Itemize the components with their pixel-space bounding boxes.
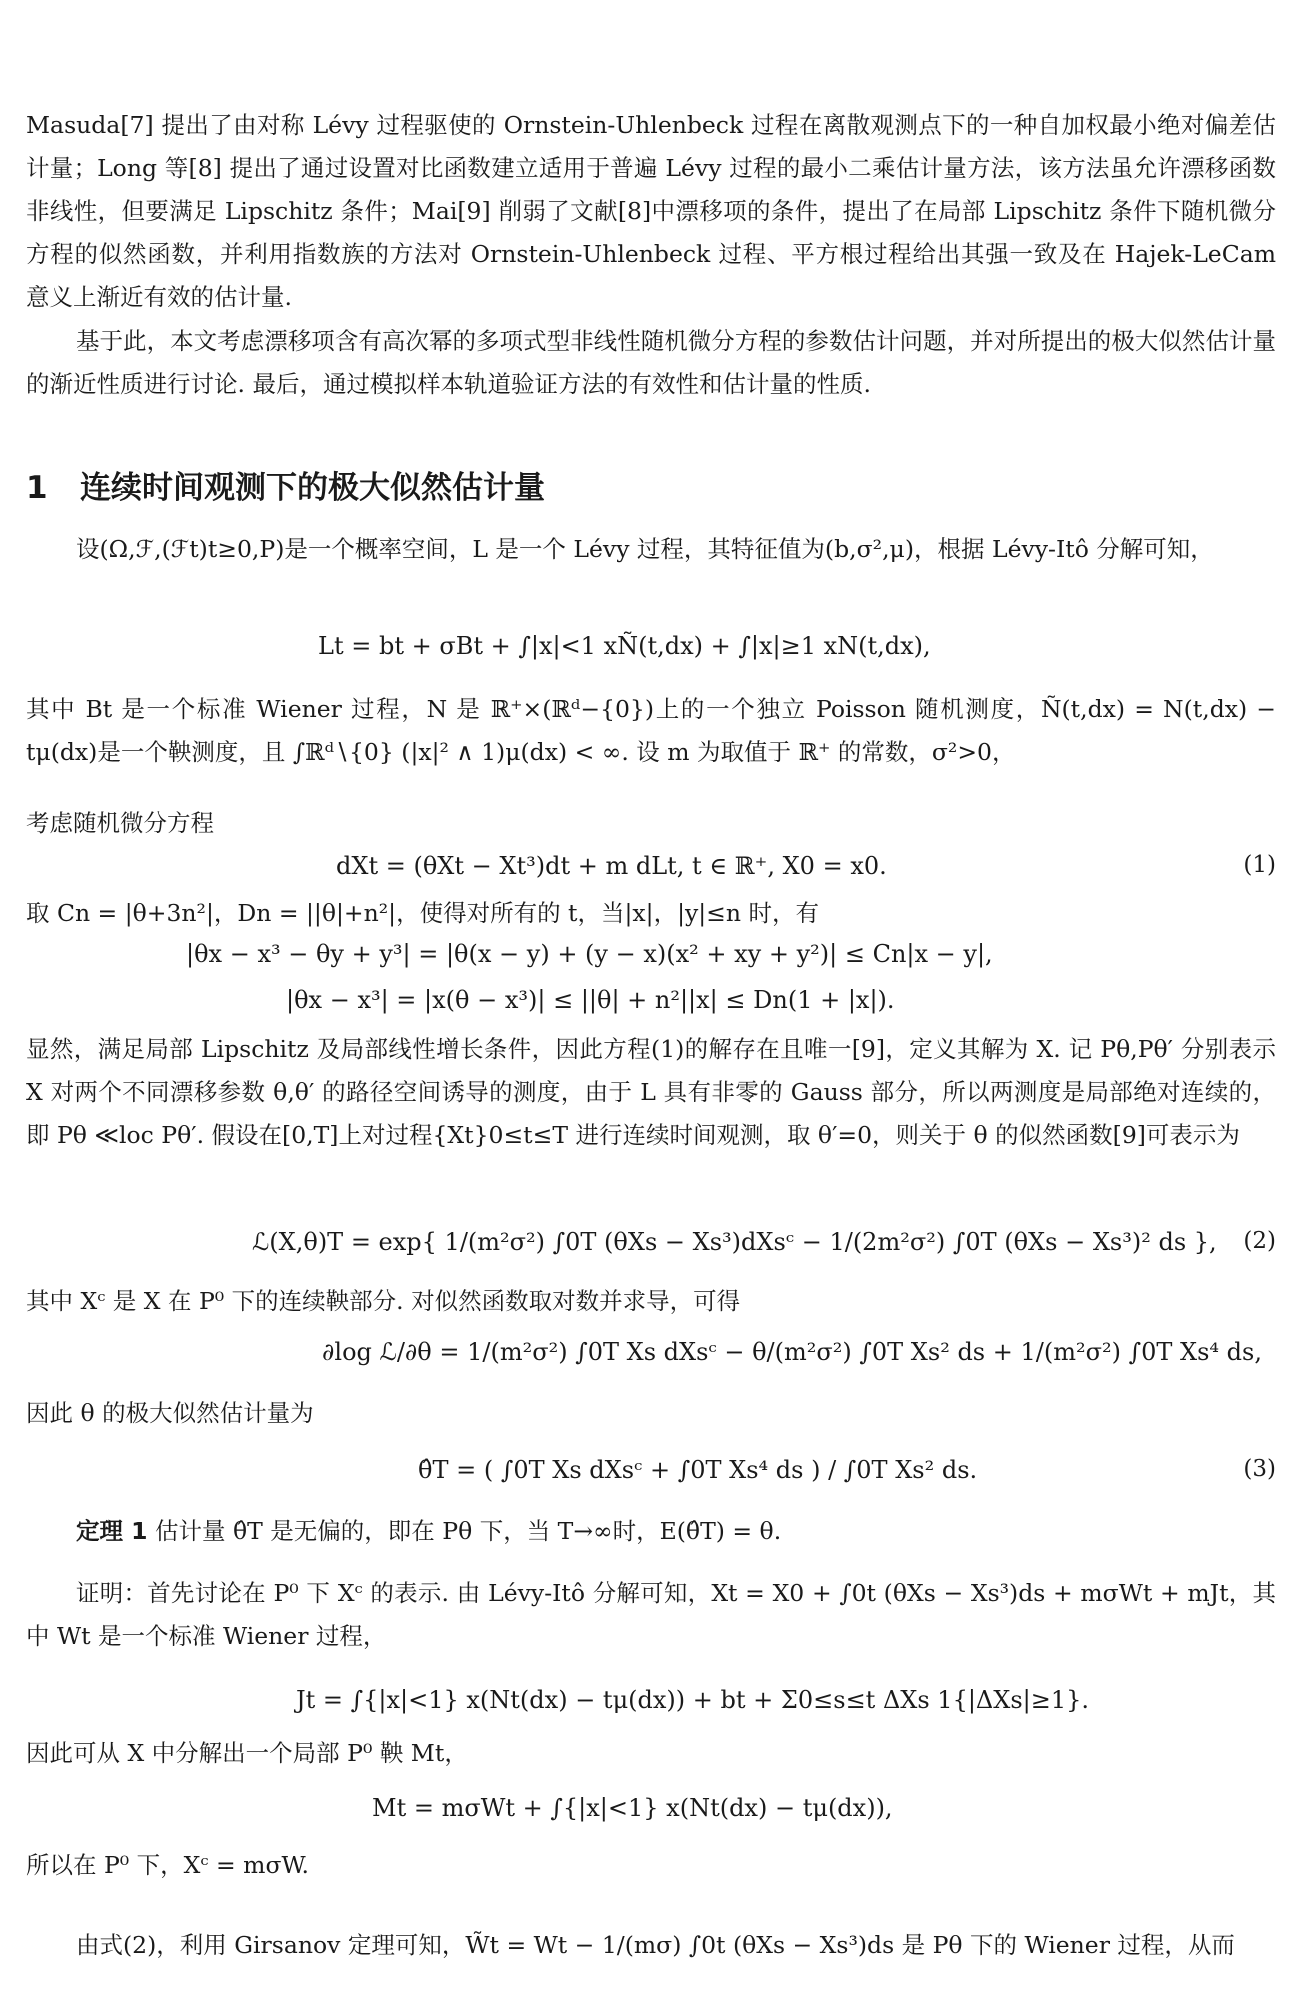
proof-paragraph-1: 证明：首先讨论在 P⁰ 下 Xᶜ 的表示. 由 Lévy-Itô 分解可知，Xt = X0 + ∫0t (θXs − Xs³)ds + mσWt + mJt，其中 Wt 是一个标准 Wiener 过程， xyxy=(26,1579,1276,1650)
section-number: 1 xyxy=(26,470,48,506)
equation-levy-ito: Lt = bt + σBt + ∫|x|<1 xÑ(t,dx) + ∫|x|≥1 xN(t,dx), xyxy=(318,632,931,660)
equation-J: Jt = ∫{|x|<1} x(Nt(dx) − tμ(dx)) + bt + Σ0≤s≤t ΔXs 1{|ΔXs|≥1}. xyxy=(296,1686,1090,1714)
inequality-growth: |θx − x³| = |x(θ − x³)| ≤ ||θ| + n²||x| ≤ Dn(1 + |x|). xyxy=(286,986,895,1014)
body-paragraph-continuous-martingale: 所以在 P⁰ 下，Xᶜ = mσW. xyxy=(26,1851,310,1879)
equation-3-number: (3) xyxy=(1243,1456,1276,1482)
equation-1-number: (1) xyxy=(1243,852,1276,878)
body-paragraph-sde-intro: 考虑随机微分方程 xyxy=(26,809,214,837)
theorem-1-label: 定理 1 xyxy=(76,1517,148,1545)
body-paragraph-continuous-part: 其中 Xᶜ 是 X 在 P⁰ 下的连续鞅部分. 对似然函数取对数并求导，可得 xyxy=(26,1287,741,1315)
section-heading xyxy=(26,462,545,507)
body-paragraph-martingale: 因此可从 X 中分解出一个局部 P⁰ 鞅 Mt， xyxy=(26,1739,468,1767)
equation-1: dXt = (θXt − Xt³)dt + m dLt, t ∈ ℝ⁺, X0 = x0. xyxy=(336,852,887,880)
theorem-1 xyxy=(26,1510,1276,1553)
body-paragraph-existence: 显然，满足局部 Lipschitz 及局部线性增长条件，因此方程(1)的解存在且唯一[9]，定义其解为 X. 记 Pθ,Pθ′ 分别表示 X 对两个不同漂移参数 θ,θ′ 的路径空间诱导的测度，由于 L 具有非零的 Gauss 部分，所以两测度是局部绝对连续的，即 Pθ ≪loc Pθ′. 假设在[0,T]上对过程{Xt}0≤t≤T 进行连续时间观测，取 θ′=0，则关于 θ 的似然函数[9]可表示为 xyxy=(26,1035,1276,1149)
theorem-1-text: 估计量 θ̂T 是无偏的，即在 Pθ 下，当 T→∞时，E(θ̂T) = θ. xyxy=(155,1517,782,1545)
intro-paragraph-2: 基于此，本文考虑漂移项含有高次幂的多项式型非线性随机微分方程的参数估计问题，并对所提出的极大似然估计量的渐近性质进行讨论. 最后，通过模拟样本轨道验证方法的有效性和估计量的性质. xyxy=(26,327,1276,398)
intro-paragraph-1: Masuda[7] 提出了由对称 Lévy 过程驱使的 Ornstein-Uhlenbeck 过程在离散观测点下的一种自加权最小绝对偏差估计量；Long 等[8] 提出了通过设置对比函数建立适用于普遍 Lévy 过程的最小二乘估计量方法，该方法虽允许漂移函数非线性，但要满足 Lipschitz 条件；Mai[9] 削弱了文献[8]中漂移项的条件，提出了在局部 Lipschitz 条件下随机微分方程的似然函数，并利用指数族的方法对 Ornstein-Uhlenbeck 过程、平方根过程给出其强一致及在 Hajek-LeCam 意义上渐近有效的估计量. xyxy=(26,111,1276,311)
equation-3: θ̂T = ( ∫0T Xs dXsᶜ + ∫0T Xs⁴ ds ) / ∫0T Xs² ds. xyxy=(418,1456,978,1484)
equation-M: Mt = mσWt + ∫{|x|<1} x(Nt(dx) − tμ(dx)), xyxy=(372,1794,893,1822)
inequality-lipschitz: |θx − x³ − θy + y³| = |θ(x − y) + (y − x)(x² + xy + y²)| ≤ Cn|x − y|, xyxy=(186,940,993,968)
section-title: 连续时间观测下的极大似然估计量 xyxy=(80,470,545,506)
body-paragraph-constants: 取 Cn = |θ+3n²|，Dn = ||θ|+n²|，使得对所有的 t，当|x|，|y|≤n 时，有 xyxy=(26,899,819,927)
body-paragraph-poisson: 其中 Bt 是一个标准 Wiener 过程，N 是 ℝ⁺×(ℝᵈ−{0})上的一个独立 Poisson 随机测度，Ñ(t,dx) = N(t,dx) − tμ(dx)是一个鞅测度，且 ∫ℝᵈ∖{0} (|x|² ∧ 1)μ(dx) < ∞. 设 m 为取值于 ℝ⁺ 的常数，σ²>0， xyxy=(26,695,1276,766)
equation-log-derivative: ∂log ℒ/∂θ = 1/(m²σ²) ∫0T Xs dXsᶜ − θ/(m²σ²) ∫0T Xs² ds + 1/(m²σ²) ∫0T Xs⁴ ds, xyxy=(322,1338,1262,1366)
body-paragraph-setup: 设(Ω,ℱ,(ℱt)t≥0,P)是一个概率空间，L 是一个 Lévy 过程，其特征值为(b,σ²,μ)，根据 Lévy-Itô 分解可知， xyxy=(76,535,1214,563)
body-paragraph-mle: 因此 θ 的极大似然估计量为 xyxy=(26,1399,314,1427)
equation-2: ℒ(X,θ)T = exp{ 1/(m²σ²) ∫0T (θXs − Xs³)dXsᶜ − 1/(2m²σ²) ∫0T (θXs − Xs³)² ds }, xyxy=(252,1228,1217,1256)
body-paragraph-girsanov: 由式(2)，利用 Girsanov 定理可知，W̃t = Wt − 1/(mσ) ∫0t (θXs − Xs³)ds 是 Pθ 下的 Wiener 过程，从而 xyxy=(76,1931,1235,1959)
equation-2-number: (2) xyxy=(1243,1228,1276,1254)
